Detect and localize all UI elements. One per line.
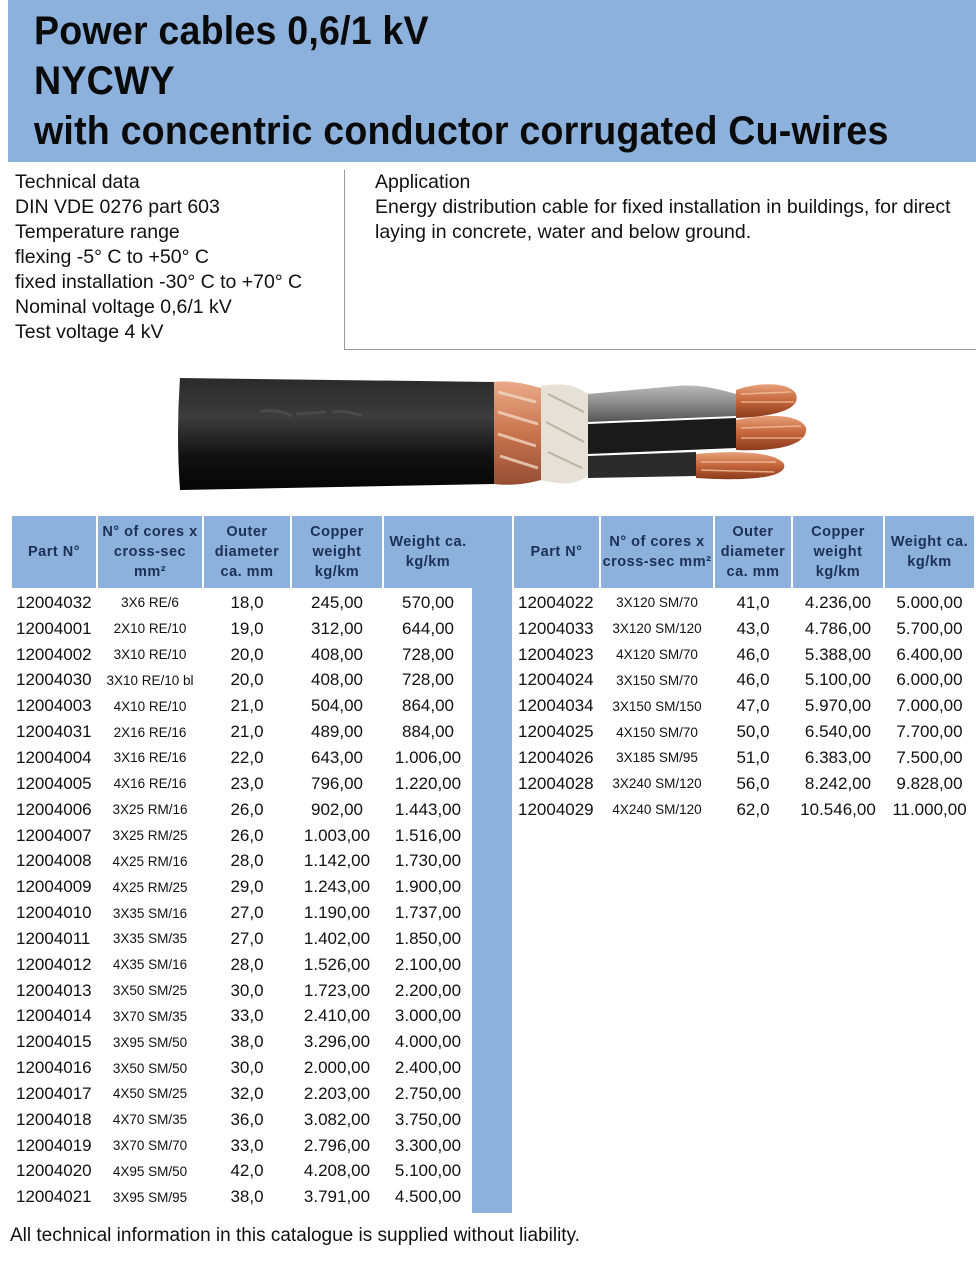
col-outer-diameter: Outer diameter ca. mm	[714, 516, 792, 589]
cell-outer-diameter: 36,0	[203, 1107, 291, 1133]
cell-cores: 4X25 RM/16	[97, 848, 203, 874]
col-cores: N° of cores x cross-sec mm²	[97, 516, 203, 589]
table-row	[12, 719, 472, 745]
cell-part-number: 12004015	[12, 1029, 97, 1055]
table-row	[514, 771, 974, 797]
cell-outer-diameter: 42,0	[203, 1159, 291, 1185]
table-row	[12, 693, 472, 719]
table-row	[12, 745, 472, 771]
cell-outer-diameter: 27,0	[203, 900, 291, 926]
cell-part-number: 12004031	[12, 719, 97, 745]
technical-line: flexing -5° C to +50° C	[15, 246, 209, 268]
table-row	[12, 1029, 472, 1055]
cell-copper-weight: 2.410,00	[291, 1004, 383, 1030]
cell-outer-diameter: 26,0	[203, 797, 291, 823]
cell-weight: 1.850,00	[394, 928, 462, 948]
cell-outer-diameter: 46,0	[714, 668, 792, 694]
product-subtitle: with concentric conductor corrugated Cu-wires	[34, 109, 889, 153]
cell-cores: 3X35 SM/35	[97, 926, 203, 952]
cell-cores: 4X95 SM/50	[97, 1159, 203, 1185]
cell-cores: 3X10 RE/10 bl	[97, 668, 203, 694]
cell-weight: 11.000,00	[884, 797, 974, 823]
cell-weight: 864,00	[383, 693, 472, 719]
table-row	[12, 668, 472, 694]
col-weight: Weight ca. kg/km	[884, 516, 974, 589]
cell-cores: 3X6 RE/6	[97, 589, 203, 616]
cell-cores: 4X120 SM/70	[600, 642, 714, 668]
section-divider	[344, 349, 976, 350]
cell-copper-weight: 1.402,00	[291, 926, 383, 952]
technical-data	[15, 170, 345, 345]
cell-cores: 4X35 SM/16	[97, 952, 203, 978]
cell-cores: 2X10 RE/10	[97, 616, 203, 642]
table-row	[12, 797, 472, 823]
cell-copper-weight: 8.242,00	[792, 771, 884, 797]
cell-cores: 4X150 SM/70	[600, 719, 714, 745]
cell-copper-weight: 643,00	[291, 745, 383, 771]
cell-part-number: 12004024	[514, 668, 600, 694]
cell-copper-weight: 10.546,00	[792, 797, 884, 823]
cell-part-number: 12004008	[12, 848, 97, 874]
table-row	[514, 745, 974, 771]
cell-copper-weight: 796,00	[291, 771, 383, 797]
cell-weight: 5.700,00	[896, 618, 963, 638]
cell-outer-diameter: 28,0	[203, 952, 291, 978]
cell-outer-diameter: 56,0	[714, 771, 792, 797]
cell-weight: 728,00	[383, 642, 472, 668]
cell-outer-diameter: 18,0	[203, 589, 291, 616]
cell-outer-diameter: 41,0	[714, 589, 792, 616]
cell-copper-weight: 489,00	[291, 719, 383, 745]
cell-cores: 3X35 SM/16	[97, 900, 203, 926]
cell-outer-diameter: 21,0	[203, 719, 291, 745]
cell-part-number: 12004010	[12, 900, 97, 926]
col-copper-weight: Copper weight kg/km	[792, 516, 884, 589]
application-heading: Application	[375, 171, 471, 193]
cell-part-number: 12004019	[12, 1133, 97, 1159]
technical-line: Nominal voltage 0,6/1 kV	[15, 296, 232, 318]
cell-cores: 4X70 SM/35	[97, 1107, 203, 1133]
table-row	[12, 1081, 472, 1107]
cell-copper-weight: 4.208,00	[291, 1159, 383, 1185]
cell-cores: 3X50 SM/50	[97, 1055, 203, 1081]
cell-cores: 3X150 SM/150	[600, 693, 714, 719]
cable-spec-table-right	[514, 516, 974, 823]
cell-weight: 570,00	[383, 589, 472, 616]
cable-photo	[176, 372, 810, 494]
cell-part-number: 12004003	[12, 693, 97, 719]
cell-part-number: 12004002	[12, 642, 97, 668]
cell-copper-weight: 4.786,00	[792, 616, 884, 642]
cell-cores: 3X50 SM/25	[97, 978, 203, 1004]
cell-weight: 1.900,00	[394, 877, 462, 897]
cell-weight: 3.300,00	[394, 1135, 462, 1155]
technical-line: Test voltage 4 kV	[15, 321, 164, 343]
cell-copper-weight: 5.100,00	[792, 668, 884, 694]
cell-part-number: 12004005	[12, 771, 97, 797]
cell-weight: 1.516,00	[394, 825, 462, 845]
cell-copper-weight: 902,00	[291, 797, 383, 823]
technical-line: fixed installation -30° C to +70° C	[15, 271, 303, 293]
cell-part-number: 12004030	[12, 668, 97, 694]
cell-copper-weight: 5.388,00	[792, 642, 884, 668]
cell-cores: 3X70 SM/70	[97, 1133, 203, 1159]
table-header-row	[12, 516, 472, 589]
cell-part-number: 12004033	[514, 616, 600, 642]
cell-copper-weight: 504,00	[291, 693, 383, 719]
table-row	[12, 1159, 472, 1185]
cell-weight: 6.000,00	[896, 670, 963, 690]
cell-cores: 4X16 RE/16	[97, 771, 203, 797]
cell-weight: 6.400,00	[884, 642, 974, 668]
cell-part-number: 12004026	[514, 745, 600, 771]
cell-copper-weight: 6.540,00	[792, 719, 884, 745]
cell-weight: 2.400,00	[383, 1055, 472, 1081]
cell-cores: 3X10 RE/10	[97, 642, 203, 668]
cell-part-number: 12004014	[12, 1004, 97, 1030]
cell-outer-diameter: 33,0	[203, 1004, 291, 1030]
table-row	[12, 978, 472, 1004]
cell-part-number: 12004034	[514, 693, 600, 719]
table-row	[514, 719, 974, 745]
cell-cores: 3X185 SM/95	[600, 745, 714, 771]
cell-part-number: 12004023	[514, 642, 600, 668]
table-row	[12, 874, 472, 900]
application-text: Energy distribution cable for fixed installation in buildings, for direct laying in concrete, water and below ground.	[375, 196, 951, 243]
table-row	[12, 926, 472, 952]
cell-outer-diameter: 43,0	[714, 616, 792, 642]
cell-weight: 884,00	[402, 722, 454, 742]
cell-outer-diameter: 32,0	[203, 1081, 291, 1107]
cell-copper-weight: 1.526,00	[291, 952, 383, 978]
col-cores: N° of cores x cross-sec mm²	[600, 516, 714, 589]
cell-outer-diameter: 20,0	[203, 642, 291, 668]
cell-outer-diameter: 23,0	[203, 771, 291, 797]
table-row	[514, 693, 974, 719]
cell-copper-weight: 2.203,00	[291, 1081, 383, 1107]
cell-cores: 4X50 SM/25	[97, 1081, 203, 1107]
cell-part-number: 12004020	[12, 1159, 97, 1185]
cell-cores: 3X25 RM/16	[97, 797, 203, 823]
cell-weight: 1.737,00	[383, 900, 472, 926]
cell-outer-diameter: 51,0	[714, 745, 792, 771]
cell-weight: 1.220,00	[394, 773, 462, 793]
cell-part-number: 12004006	[12, 797, 97, 823]
table-row	[514, 589, 974, 616]
cell-copper-weight: 1.142,00	[291, 848, 383, 874]
table-row	[12, 589, 472, 616]
cell-weight: 1.006,00	[383, 745, 472, 771]
cell-weight: 1.443,00	[383, 797, 472, 823]
cell-part-number: 12004004	[12, 745, 97, 771]
cell-outer-diameter: 19,0	[203, 616, 291, 642]
cell-weight: 2.750,00	[394, 1083, 462, 1103]
cell-weight: 5.000,00	[884, 589, 974, 616]
cell-cores: 4X10 RE/10	[97, 693, 203, 719]
disclaimer-text: All technical information in this catalogue is supplied without liability.	[10, 1225, 580, 1246]
cell-weight: 4.000,00	[394, 1032, 462, 1052]
cell-outer-diameter: 29,0	[203, 874, 291, 900]
cell-cores: 3X120 SM/120	[600, 616, 714, 642]
cell-outer-diameter: 62,0	[714, 797, 792, 823]
cell-outer-diameter: 21,0	[203, 693, 291, 719]
cell-part-number: 12004011	[12, 926, 97, 952]
cell-copper-weight: 5.970,00	[792, 693, 884, 719]
col-outer-diameter: Outer diameter ca. mm	[203, 516, 291, 589]
cell-cores: 3X240 SM/120	[600, 771, 714, 797]
table-header-row	[514, 516, 974, 589]
cell-copper-weight: 312,00	[291, 616, 383, 642]
cell-weight: 3.000,00	[383, 1004, 472, 1030]
table-row	[12, 771, 472, 797]
cell-outer-diameter: 33,0	[203, 1133, 291, 1159]
cell-weight: 2.100,00	[383, 952, 472, 978]
application-block	[375, 170, 965, 245]
table-row	[514, 616, 974, 642]
col-part-number: Part N°	[514, 516, 600, 589]
cell-copper-weight: 1.190,00	[291, 900, 383, 926]
col-weight: Weight ca. kg/km	[383, 516, 472, 589]
cell-weight: 3.750,00	[383, 1107, 472, 1133]
cell-outer-diameter: 50,0	[714, 719, 792, 745]
cell-copper-weight: 2.796,00	[291, 1133, 383, 1159]
table-row	[514, 797, 974, 823]
cell-weight: 728,00	[402, 670, 454, 690]
title-banner	[8, 0, 976, 162]
cell-part-number: 12004001	[12, 616, 97, 642]
table-row	[12, 848, 472, 874]
cell-weight: 4.500,00	[394, 1187, 462, 1207]
cell-copper-weight: 1.003,00	[291, 823, 383, 849]
table-row	[12, 1133, 472, 1159]
cell-cores: 3X95 SM/95	[97, 1184, 203, 1210]
table-row	[514, 668, 974, 694]
cell-part-number: 12004032	[12, 589, 97, 616]
cell-weight: 9.828,00	[896, 773, 963, 793]
technical-line: Temperature range	[15, 221, 180, 243]
cell-part-number: 12004012	[12, 952, 97, 978]
table-row	[514, 642, 974, 668]
cell-outer-diameter: 38,0	[203, 1029, 291, 1055]
cell-outer-diameter: 20,0	[203, 668, 291, 694]
table-row	[12, 823, 472, 849]
table-row	[12, 1184, 472, 1210]
cell-weight: 2.200,00	[394, 980, 462, 1000]
cell-outer-diameter: 30,0	[203, 978, 291, 1004]
table-divider-bar	[472, 516, 512, 1213]
cell-copper-weight: 3.791,00	[291, 1184, 383, 1210]
cell-weight: 1.730,00	[383, 848, 472, 874]
cell-copper-weight: 1.723,00	[291, 978, 383, 1004]
cell-copper-weight: 408,00	[291, 642, 383, 668]
col-part-number: Part N°	[12, 516, 97, 589]
cell-cores: 3X95 SM/50	[97, 1029, 203, 1055]
table-row	[12, 900, 472, 926]
cell-copper-weight: 3.296,00	[291, 1029, 383, 1055]
technical-heading: Technical data	[15, 171, 140, 193]
cell-cores: 3X120 SM/70	[600, 589, 714, 616]
cell-copper-weight: 4.236,00	[792, 589, 884, 616]
cell-part-number: 12004022	[514, 589, 600, 616]
col-copper-weight: Copper weight kg/km	[291, 516, 383, 589]
page-title: Power cables 0,6/1 kV	[34, 9, 429, 53]
table-row	[12, 1055, 472, 1081]
cell-weight: 5.100,00	[383, 1159, 472, 1185]
cell-cores: 4X240 SM/120	[600, 797, 714, 823]
cell-outer-diameter: 27,0	[203, 926, 291, 952]
cell-cores: 3X70 SM/35	[97, 1004, 203, 1030]
cell-copper-weight: 1.243,00	[291, 874, 383, 900]
cell-part-number: 12004009	[12, 874, 97, 900]
cell-weight: 644,00	[402, 618, 454, 638]
table-row	[12, 1107, 472, 1133]
product-code: NYCWY	[34, 59, 175, 103]
cell-part-number: 12004013	[12, 978, 97, 1004]
table-row	[12, 616, 472, 642]
cell-part-number: 12004025	[514, 719, 600, 745]
cell-outer-diameter: 22,0	[203, 745, 291, 771]
cell-part-number: 12004016	[12, 1055, 97, 1081]
technical-line: DIN VDE 0276 part 603	[15, 196, 220, 218]
cell-part-number: 12004028	[514, 771, 600, 797]
cell-outer-diameter: 26,0	[203, 823, 291, 849]
table-row	[12, 642, 472, 668]
cell-outer-diameter: 30,0	[203, 1055, 291, 1081]
cell-part-number: 12004021	[12, 1184, 97, 1210]
cell-cores: 2X16 RE/16	[97, 719, 203, 745]
cable-spec-table-left	[12, 516, 472, 1210]
table-row	[12, 952, 472, 978]
cell-copper-weight: 6.383,00	[792, 745, 884, 771]
cell-cores: 4X25 RM/25	[97, 874, 203, 900]
cell-weight: 7.500,00	[884, 745, 974, 771]
table-row	[12, 1004, 472, 1030]
cell-outer-diameter: 28,0	[203, 848, 291, 874]
cell-copper-weight: 2.000,00	[291, 1055, 383, 1081]
cell-weight: 7.700,00	[896, 722, 963, 742]
cell-part-number: 12004007	[12, 823, 97, 849]
cell-outer-diameter: 38,0	[203, 1184, 291, 1210]
cell-outer-diameter: 47,0	[714, 693, 792, 719]
cell-part-number: 12004029	[514, 797, 600, 823]
cell-copper-weight: 408,00	[291, 668, 383, 694]
cell-part-number: 12004018	[12, 1107, 97, 1133]
cell-cores: 3X16 RE/16	[97, 745, 203, 771]
cell-outer-diameter: 46,0	[714, 642, 792, 668]
cell-copper-weight: 3.082,00	[291, 1107, 383, 1133]
cell-weight: 7.000,00	[884, 693, 974, 719]
cell-copper-weight: 245,00	[291, 589, 383, 616]
cell-cores: 3X25 RM/25	[97, 823, 203, 849]
cell-part-number: 12004017	[12, 1081, 97, 1107]
cell-cores: 3X150 SM/70	[600, 668, 714, 694]
section-divider	[344, 170, 345, 350]
